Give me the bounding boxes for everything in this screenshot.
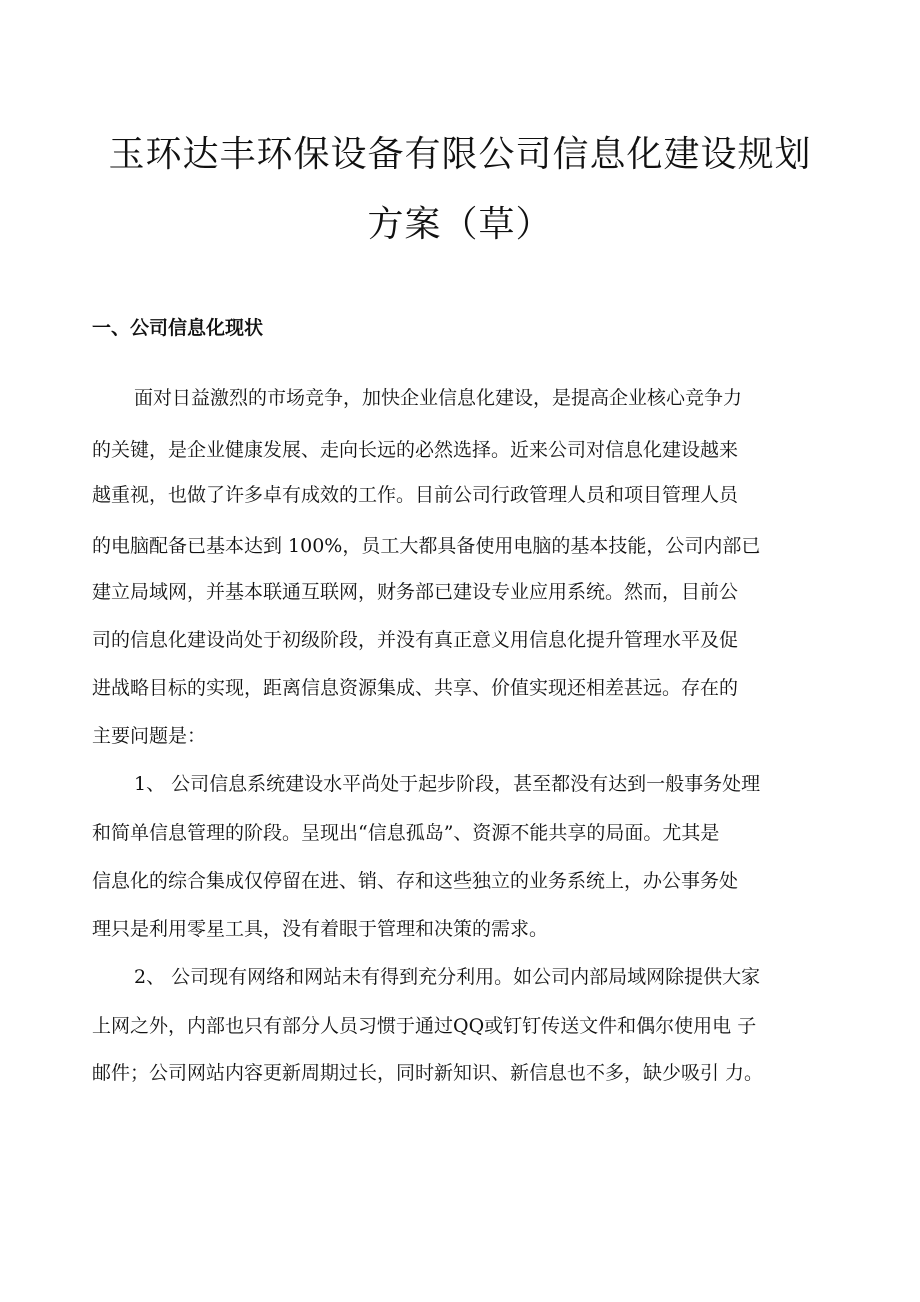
list-item-1-line: 和简单信息管理的阶段。呈现出“信息孤岛”、资源不能共享的局面。尤其是 [92,822,720,844]
paragraph-1-line: 越重视，也做了许多卓有成效的工作。目前公司行政管理人员和项目管理人员 [92,484,739,506]
section-heading: 一、公司信息化现状 [92,317,264,339]
list-item-1-line: 信息化的综合集成仅停留在进、销、存和这些独立的业务系统上，办公事务处 [92,870,739,892]
list-item-1-line: 1、 公司信息系统建设水平尚处于起步阶段，甚至都没有达到一般事务处理 [134,773,761,795]
list-item-2-line: 邮件；公司网站内容更新周期过长，同时新知识、新信息也不多，缺少吸引 力。 [92,1062,764,1084]
paragraph-1-line: 面对日益激烈的市场竞争，加快企业信息化建设，是提高企业核心竞争力 [134,387,743,409]
paragraph-1-line: 的电脑配备已基本达到 100%，员工大都具备使用电脑的基本技能，公司内部已 [92,535,761,557]
list-item-1-line: 理只是利用零星工具，没有着眼于管理和决策的需求。 [92,918,549,940]
list-item-2-line: 2、 公司现有网络和网站未有得到充分利用。如公司内部局域网除提供大家 [134,966,761,988]
paragraph-1-line: 司的信息化建设尚处于初级阶段，并没有真正意义用信息化提升管理水平及促 [92,629,739,651]
document-title-line-2: 方案（草） [367,204,553,245]
paragraph-1-line: 进战略目标的实现，距离信息资源集成、共享、价值实现还相差甚远。存在的 [92,677,739,699]
paragraph-1-line: 主要问题是： [92,725,207,747]
document-title-line-1: 玉环达丰环保设备有限公司信息化建设规划 [108,134,812,175]
list-item-2-line: 上网之外，内部也只有部分人员习惯于通过QQ或钉钉传送文件和偶尔使用电 子 [92,1015,757,1037]
paragraph-1-line: 的关键，是企业健康发展、走向长远的必然选择。近来公司对信息化建设越来 [92,439,739,461]
paragraph-1-line: 建立局域网，并基本联通互联网，财务部已建设专业应用系统。然而，目前公 [92,581,739,603]
